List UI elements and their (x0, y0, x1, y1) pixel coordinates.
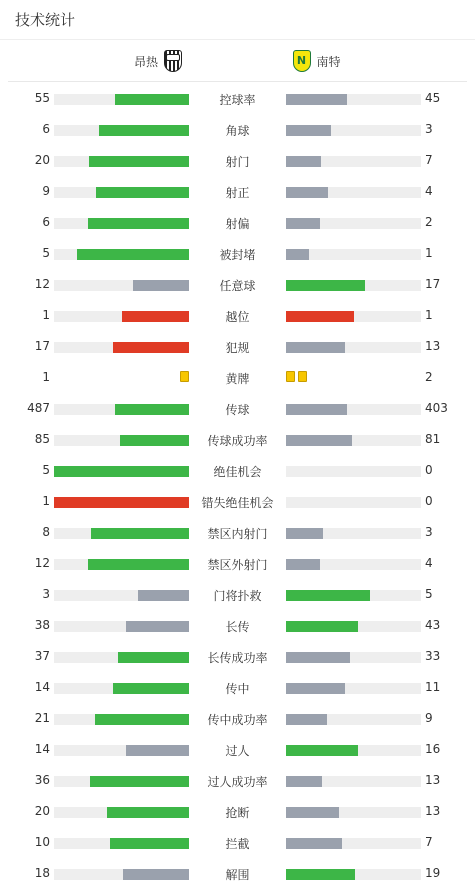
home-bar-track (54, 342, 189, 353)
stat-label: 长传成功率 (207, 651, 268, 665)
stat-row (0, 547, 475, 578)
away-bar-track (286, 497, 421, 508)
away-bar-fill (286, 807, 339, 818)
away-value: 16 (425, 742, 441, 756)
stat-label: 黄牌 (225, 372, 250, 386)
home-bar-track (54, 714, 189, 725)
home-bar-track (54, 745, 189, 756)
away-bar-track (286, 125, 421, 136)
away-value: 13 (425, 804, 441, 818)
home-value: 14 (34, 680, 50, 694)
teams-header (8, 40, 467, 82)
home-bar-fill (90, 776, 189, 787)
home-bar-track (54, 404, 189, 415)
home-value: 5 (42, 246, 50, 260)
home-team-name: 昂热 (133, 54, 158, 69)
away-value: 43 (425, 618, 441, 632)
away-bar-track (286, 280, 421, 291)
stat-row (0, 578, 475, 609)
home-bar-track (54, 435, 189, 446)
home-bar-track (54, 249, 189, 260)
away-bar-fill (286, 776, 322, 787)
away-value: 4 (425, 556, 433, 570)
home-value: 487 (27, 401, 50, 415)
home-bar-fill (96, 187, 189, 198)
home-bar-fill (138, 590, 189, 601)
away-bar-track (286, 404, 421, 415)
stat-label: 犯规 (225, 341, 250, 355)
stat-label: 任意球 (219, 279, 256, 293)
stat-row (0, 516, 475, 547)
home-bar-fill (88, 218, 189, 229)
home-bar-track (54, 807, 189, 818)
stat-label: 禁区内射门 (207, 527, 268, 541)
stat-row (0, 640, 475, 671)
home-bar-fill (122, 311, 190, 322)
home-bar-fill (89, 156, 189, 167)
home-value: 1 (42, 308, 50, 322)
stat-label: 被封堵 (219, 248, 256, 262)
away-value: 33 (425, 649, 441, 663)
home-value: 20 (34, 153, 50, 167)
stat-row (0, 237, 475, 268)
home-bar-track (54, 156, 189, 167)
home-value: 8 (42, 525, 50, 539)
home-value: 10 (34, 835, 50, 849)
away-value: 11 (425, 680, 441, 694)
away-bar-fill (286, 528, 323, 539)
stat-row (0, 113, 475, 144)
home-bar-track (54, 559, 189, 570)
stat-label: 长传 (225, 620, 250, 634)
away-bar-fill (286, 156, 321, 167)
away-value: 4 (425, 184, 433, 198)
home-bar-fill (110, 838, 189, 849)
home-bar-fill (126, 745, 189, 756)
away-bar-track (286, 838, 421, 849)
stat-label: 传中 (225, 682, 250, 696)
stat-row (0, 268, 475, 299)
stat-label: 传球 (225, 403, 250, 417)
home-bar-track (54, 466, 189, 477)
away-value: 9 (425, 711, 433, 725)
home-bar-fill (113, 683, 189, 694)
away-value: 5 (425, 587, 433, 601)
away-value: 13 (425, 773, 441, 787)
page-title: 技术统计 (0, 0, 475, 40)
away-bar-fill (286, 249, 309, 260)
away-bar-fill (286, 280, 365, 291)
stat-label: 拦截 (225, 837, 250, 851)
away-bar-fill (286, 838, 342, 849)
stat-row (0, 175, 475, 206)
home-bar-fill (120, 435, 189, 446)
home-bar-fill (115, 94, 189, 105)
away-bar-fill (286, 342, 345, 353)
home-value: 37 (34, 649, 50, 663)
away-bar-track (286, 218, 421, 229)
home-value: 20 (34, 804, 50, 818)
stat-label: 射门 (225, 155, 250, 169)
away-bar-fill (286, 311, 354, 322)
stat-row (0, 671, 475, 702)
away-bar-fill (286, 94, 347, 105)
away-team[interactable] (293, 50, 341, 72)
nantes-crest-icon (293, 50, 311, 72)
away-bar-fill (286, 559, 320, 570)
home-value: 38 (34, 618, 50, 632)
stat-row (0, 144, 475, 175)
away-value: 0 (425, 494, 433, 508)
away-bar-track (286, 559, 421, 570)
away-bar-track (286, 466, 421, 477)
stat-row (0, 795, 475, 826)
stat-label: 角球 (225, 124, 250, 138)
home-bar-track (54, 869, 189, 880)
yellow-card-icon (286, 371, 295, 382)
home-bar-fill (123, 869, 189, 880)
stats-list (0, 82, 475, 888)
stat-row (0, 485, 475, 516)
home-bar-fill (88, 559, 189, 570)
home-value: 14 (34, 742, 50, 756)
away-value: 1 (425, 308, 433, 322)
away-bar-track (286, 187, 421, 198)
away-yellow-cards (286, 371, 307, 382)
home-bar-track (54, 311, 189, 322)
home-value: 9 (42, 184, 50, 198)
away-bar-fill (286, 218, 320, 229)
stat-row (0, 702, 475, 733)
stat-label: 过人 (225, 744, 250, 758)
away-bar-fill (286, 404, 347, 415)
home-value: 6 (42, 215, 50, 229)
away-value: 2 (425, 215, 433, 229)
away-bar-fill (286, 435, 352, 446)
home-team[interactable] (134, 50, 182, 72)
away-value: 19 (425, 866, 441, 880)
home-bar-fill (91, 528, 189, 539)
away-bar-track (286, 528, 421, 539)
home-value: 21 (34, 711, 50, 725)
stat-row (0, 609, 475, 640)
away-bar-fill (286, 590, 370, 601)
home-bar-fill (99, 125, 189, 136)
stat-label: 错失绝佳机会 (201, 496, 274, 510)
home-value: 85 (34, 432, 50, 446)
away-bar-track (286, 869, 421, 880)
away-bar-track (286, 745, 421, 756)
away-bar-track (286, 776, 421, 787)
home-value: 5 (42, 463, 50, 477)
home-value: 17 (34, 339, 50, 353)
away-bar-fill (286, 683, 345, 694)
home-bar-fill (118, 652, 189, 663)
home-bar-fill (95, 714, 190, 725)
stat-row (0, 764, 475, 795)
stat-row (0, 423, 475, 454)
stat-label: 射正 (225, 186, 250, 200)
home-bar-track (54, 187, 189, 198)
home-value: 36 (34, 773, 50, 787)
home-bar-track (54, 621, 189, 632)
home-value: 6 (42, 122, 50, 136)
away-team-name: 南特 (316, 54, 341, 69)
away-value: 45 (425, 91, 441, 105)
home-bar-track (54, 125, 189, 136)
yellow-card-icon (298, 371, 307, 382)
home-bar-track (54, 497, 189, 508)
stat-label: 抢断 (225, 806, 250, 820)
stat-row (0, 330, 475, 361)
home-yellow-cards (180, 371, 189, 382)
home-value: 12 (34, 556, 50, 570)
away-value: 7 (425, 835, 433, 849)
home-bar-track (54, 94, 189, 105)
away-value: 2 (425, 370, 433, 384)
home-bar-fill (113, 342, 190, 353)
stat-row (0, 206, 475, 237)
home-bar-track (54, 280, 189, 291)
stat-label: 解围 (225, 868, 250, 882)
stat-row (0, 361, 475, 392)
stat-label: 射偏 (225, 217, 250, 231)
stat-label: 禁区外射门 (207, 558, 268, 572)
home-value: 1 (42, 370, 50, 384)
home-bar-track (54, 683, 189, 694)
away-bar-track (286, 714, 421, 725)
home-bar-fill (54, 497, 189, 508)
away-bar-track (286, 683, 421, 694)
angers-crest-icon (164, 50, 182, 72)
away-value: 0 (425, 463, 433, 477)
away-bar-track (286, 94, 421, 105)
home-bar-track (54, 218, 189, 229)
away-value: 7 (425, 153, 433, 167)
stat-label: 传中成功率 (207, 713, 268, 727)
home-value: 55 (34, 91, 50, 105)
home-bar-fill (77, 249, 190, 260)
stat-row (0, 733, 475, 764)
away-value: 3 (425, 122, 433, 136)
stat-label: 门将扑救 (213, 589, 262, 603)
away-bar-fill (286, 125, 331, 136)
away-bar-fill (286, 869, 355, 880)
away-bar-track (286, 652, 421, 663)
away-value: 1 (425, 246, 433, 260)
stat-row (0, 299, 475, 330)
away-value: 81 (425, 432, 441, 446)
away-bar-fill (286, 621, 358, 632)
home-value: 3 (42, 587, 50, 601)
stat-label: 控球率 (219, 93, 256, 107)
stat-row (0, 392, 475, 423)
home-bar-track (54, 528, 189, 539)
stat-row (0, 826, 475, 857)
away-value: 3 (425, 525, 433, 539)
away-bar-track (286, 311, 421, 322)
home-value: 18 (34, 866, 50, 880)
away-bar-track (286, 590, 421, 601)
away-bar-fill (286, 652, 350, 663)
yellow-card-icon (180, 371, 189, 382)
away-bar-track (286, 156, 421, 167)
home-value: 1 (42, 494, 50, 508)
home-bar-fill (107, 807, 189, 818)
away-bar-track (286, 342, 421, 353)
away-bar-track (286, 249, 421, 260)
away-bar-track (286, 435, 421, 446)
home-bar-fill (133, 280, 189, 291)
stat-label: 过人成功率 (207, 775, 268, 789)
away-value: 13 (425, 339, 441, 353)
away-value: 17 (425, 277, 441, 291)
stat-row (0, 82, 475, 113)
home-bar-track (54, 838, 189, 849)
away-bar-fill (286, 187, 328, 198)
stat-row (0, 857, 475, 888)
home-bar-track (54, 652, 189, 663)
home-bar-track (54, 590, 189, 601)
home-bar-fill (115, 404, 189, 415)
away-bar-track (286, 621, 421, 632)
away-value: 403 (425, 401, 448, 415)
away-bar-fill (286, 714, 327, 725)
home-value: 12 (34, 277, 50, 291)
stat-label: 传球成功率 (207, 434, 268, 448)
stat-row (0, 454, 475, 485)
away-bar-fill (286, 745, 358, 756)
stat-label: 越位 (225, 310, 250, 324)
home-bar-fill (54, 466, 189, 477)
home-bar-fill (126, 621, 189, 632)
away-bar-track (286, 807, 421, 818)
stat-label: 绝佳机会 (213, 465, 262, 479)
home-bar-track (54, 776, 189, 787)
